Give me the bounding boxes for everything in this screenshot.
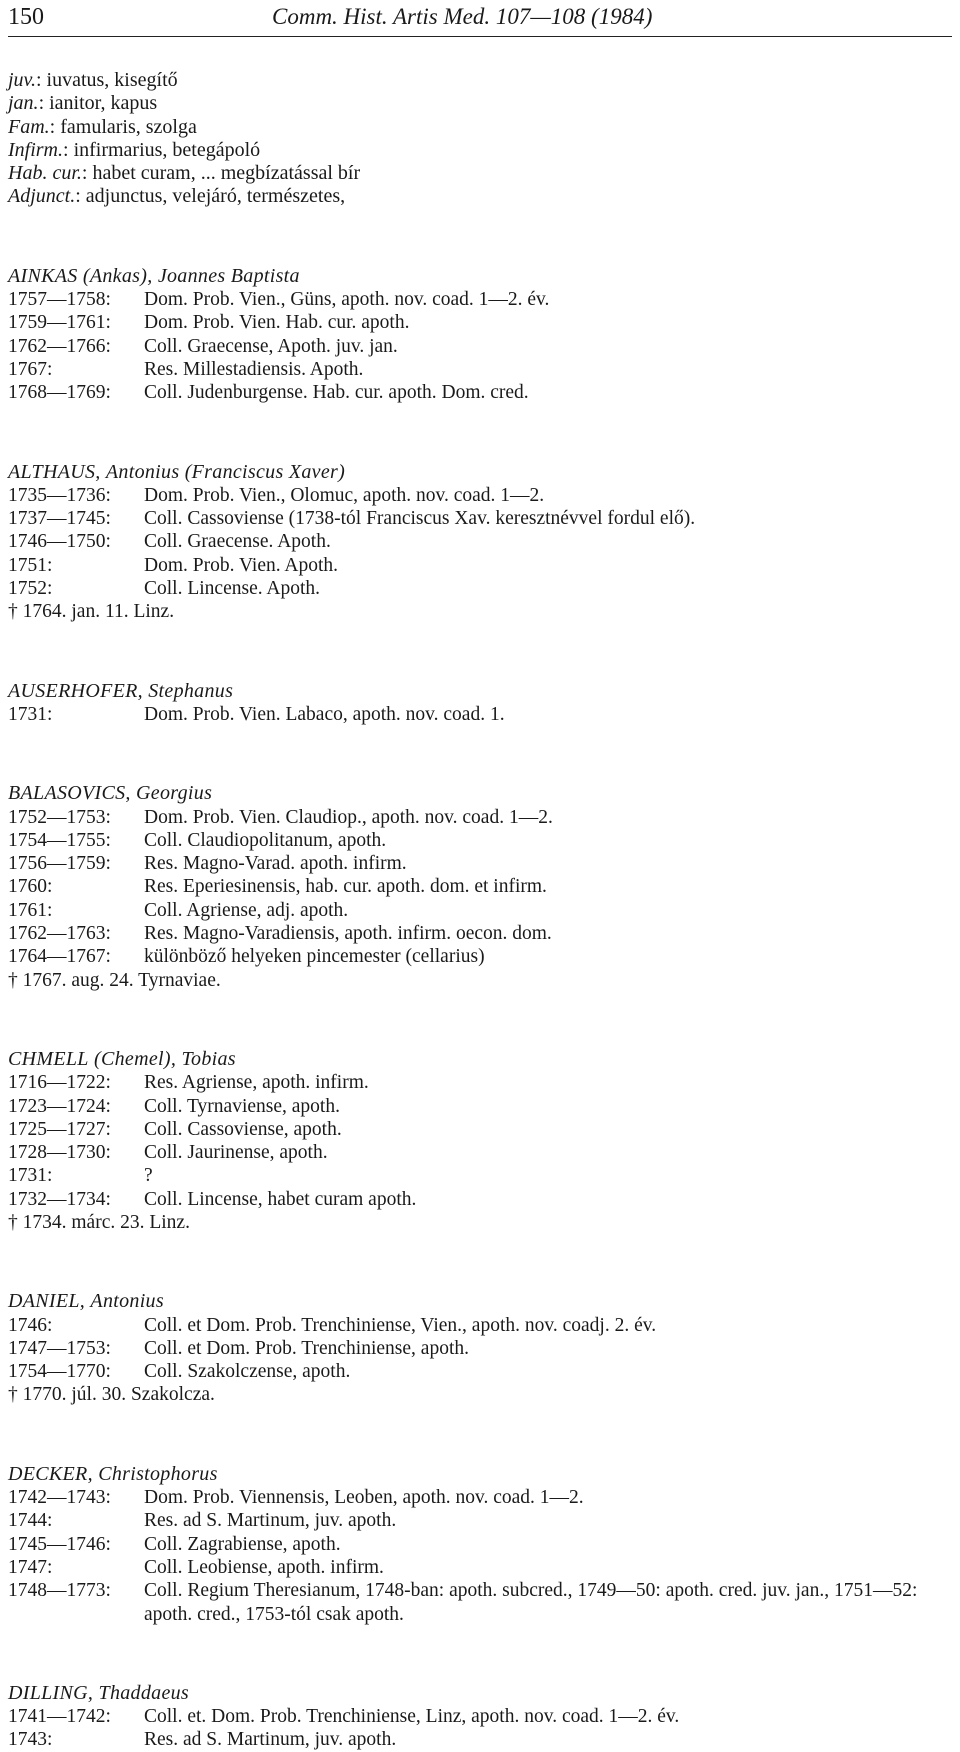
entry-date: 1742—1743: xyxy=(8,1487,111,1509)
entry-row xyxy=(8,311,952,334)
abbreviation-line xyxy=(8,92,952,115)
entry-row xyxy=(8,1164,952,1187)
abbreviation-separator: : xyxy=(81,162,93,185)
entry-text: Coll. et. Dom. Prob. Trenchiniense, Linz, apoth. nov. coad. 1—2. év. xyxy=(144,1706,680,1728)
entry-date: 1751: xyxy=(8,554,53,576)
abbreviation-separator: : xyxy=(35,69,47,91)
entry-row xyxy=(8,1509,952,1532)
entry-date: 1760: xyxy=(8,876,53,898)
entry-row xyxy=(8,1188,952,1211)
abbreviation-separator: : xyxy=(75,185,86,208)
entry-row xyxy=(8,381,952,404)
entry-date: 1754—1770: xyxy=(8,1361,111,1383)
entry-text: Dom. Prob. Vien., Olomuc, apoth. nov. coad. 1—2. xyxy=(144,484,545,506)
entry-date: 1732—1734: xyxy=(8,1188,111,1210)
person-block xyxy=(8,1048,952,1234)
entry-date: 1741—1742: xyxy=(8,1706,111,1728)
abbreviation-term: Adjunct. xyxy=(8,185,76,208)
person-surname: AUSERHOFER, xyxy=(8,679,143,702)
abbreviation-term: juv. xyxy=(8,69,36,91)
person-surname: AINKAS xyxy=(8,264,78,287)
entry-row xyxy=(8,1071,952,1094)
entry-date: 1746—1750: xyxy=(8,531,111,553)
entry-row xyxy=(8,1314,952,1337)
entry-text: Coll. Agriense, adj. apoth. xyxy=(144,899,349,921)
abbreviation-meaning: habet curam, ... megbízatással bír xyxy=(92,162,361,185)
entry-date: 1759—1761: xyxy=(8,312,111,334)
entry-date: 1746: xyxy=(8,1314,53,1336)
entry-row xyxy=(8,829,952,852)
entry-date: 1757—1758: xyxy=(8,289,111,311)
person-given-name: Joannes Baptista xyxy=(157,264,300,287)
entry-text: Coll. Graecense. Apoth. xyxy=(144,531,331,553)
entry-date: 1743: xyxy=(8,1729,53,1751)
abbreviation-meaning: infirmarius, betegápoló xyxy=(73,138,261,161)
abbreviation-separator: : xyxy=(38,92,50,115)
entry-row xyxy=(8,554,952,577)
entry-text: Dom. Prob. Vien. Labaco, apoth. nov. coad. 1. xyxy=(144,703,505,725)
entry-row xyxy=(8,852,952,875)
entry-date: 1723—1724: xyxy=(8,1095,111,1117)
entry-text: Dom. Prob. Viennensis, Leoben, apoth. nov. coad. 1—2. xyxy=(144,1487,584,1509)
abbreviation-term: jan. xyxy=(8,92,39,115)
entry-text: Dom. Prob. Vien., Güns, apoth. nov. coad. 1—2. év. xyxy=(144,289,550,311)
entry-text: Res. Magno-Varad. apoth. infirm. xyxy=(144,853,407,875)
entry-text: Coll. Claudiopolitanum, apoth. xyxy=(144,829,387,851)
running-title: Comm. Hist. Artis Med. 107—108 (1984) xyxy=(272,4,653,29)
entry-row xyxy=(8,335,952,358)
entry-date: 1754—1755: xyxy=(8,829,111,851)
entry-text: Dom. Prob. Vien. Hab. cur. apoth. xyxy=(144,312,410,334)
person-block xyxy=(8,265,952,405)
entry-row xyxy=(8,1728,952,1751)
entry-row xyxy=(8,1360,952,1383)
entry-text: különböző helyeken pincemester (cellarius) xyxy=(144,946,485,968)
entry-row xyxy=(8,484,952,507)
entry-text: Coll. Leobiense, apoth. infirm. xyxy=(144,1556,384,1578)
entry-row xyxy=(8,899,952,922)
entry-date: 1745—1746: xyxy=(8,1533,111,1555)
person-heading xyxy=(8,1048,952,1071)
entry-row xyxy=(8,922,952,945)
person-surname: DECKER, xyxy=(8,1462,93,1485)
entry-text: Coll. Zagrabiense, apoth. xyxy=(144,1533,341,1555)
entry-row xyxy=(8,1705,952,1728)
entry-text: Dom. Prob. Vien. Apoth. xyxy=(144,554,339,576)
person-name-variant: (Ankas), xyxy=(82,264,153,287)
entry-date: 1737—1745: xyxy=(8,508,111,530)
entry-date: 1731: xyxy=(8,1165,53,1187)
person-block xyxy=(8,782,952,992)
person-given-name: Christophorus xyxy=(98,1462,218,1485)
entry-row xyxy=(8,1095,952,1118)
person-heading xyxy=(8,265,952,288)
entry-row xyxy=(8,806,952,829)
death-note: † 1770. júl. 30. Szakolcza. xyxy=(8,1384,215,1406)
person-entries xyxy=(8,265,952,1752)
entry-date: 1767: xyxy=(8,358,53,380)
person-heading xyxy=(8,782,952,805)
entry-date: 1744: xyxy=(8,1510,53,1532)
entry-text: Res. ad S. Martinum, juv. apoth. xyxy=(144,1729,397,1751)
person-surname: DILLING, xyxy=(8,1681,94,1704)
person-block xyxy=(8,1682,952,1752)
entry-text: Res. Agriense, apoth. infirm. xyxy=(144,1072,369,1094)
person-heading xyxy=(8,1290,952,1313)
person-surname: BALASOVICS, xyxy=(8,782,131,805)
abbreviation-separator: : xyxy=(63,138,74,161)
entry-row xyxy=(8,1556,952,1579)
person-heading xyxy=(8,680,952,703)
entry-date: 1762—1766: xyxy=(8,335,111,357)
entry-text: ? xyxy=(144,1165,153,1187)
entry-date: 1728—1730: xyxy=(8,1142,111,1164)
entry-text: Coll. Tyrnaviense, apoth. xyxy=(144,1095,340,1117)
person-given-name: Stephanus xyxy=(148,679,234,702)
entry-text: Res. Eperiesinensis, hab. cur. apoth. dom. et infirm. xyxy=(144,876,547,898)
death-note: † 1764. jan. 11. Linz. xyxy=(8,601,175,623)
entry-row xyxy=(8,1337,952,1360)
person-block xyxy=(8,680,952,727)
death-note: † 1734. márc. 23. Linz. xyxy=(8,1211,190,1233)
entry-date: 1747—1753: xyxy=(8,1337,111,1359)
entry-row xyxy=(8,875,952,898)
person-heading xyxy=(8,1463,952,1486)
entry-row xyxy=(8,945,952,968)
entry-row xyxy=(8,1486,952,1509)
entry-text: Res. ad S. Martinum, juv. apoth. xyxy=(144,1510,397,1532)
abbreviation-list xyxy=(8,69,952,209)
entry-date: 1768—1769: xyxy=(8,382,111,404)
abbreviation-line xyxy=(8,69,952,92)
entry-text: Coll. Szakolczense, apoth. xyxy=(144,1361,351,1383)
person-heading xyxy=(8,1682,952,1705)
entry-row xyxy=(8,1141,952,1164)
entry-date: 1735—1736: xyxy=(8,484,111,506)
entry-date: 1748—1773: xyxy=(8,1580,111,1602)
entry-text: Coll. Lincense, habet curam apoth. xyxy=(144,1188,417,1210)
entry-date: 1756—1759: xyxy=(8,853,111,875)
entry-date: 1752: xyxy=(8,578,53,600)
entry-text: Coll. Graecense, Apoth. juv. jan. xyxy=(144,335,398,357)
abbreviation-separator: : xyxy=(49,115,61,138)
entry-date: 1752—1753: xyxy=(8,806,111,828)
person-heading xyxy=(8,461,952,484)
entry-text: Res. Millestadiensis. Apoth. xyxy=(144,358,364,380)
entry-date: 1761: xyxy=(8,899,53,921)
death-note: † 1767. aug. 24. Tyrnaviae. xyxy=(8,969,221,991)
entry-text: Coll. et Dom. Prob. Trenchiniense, Vien., apoth. nov. coadj. 2. év. xyxy=(144,1314,657,1336)
entry-row xyxy=(8,703,952,726)
entry-row xyxy=(8,1533,952,1556)
abbreviation-term: Fam. xyxy=(8,115,50,138)
entry-row xyxy=(8,1118,952,1141)
person-given-name: Georgius xyxy=(136,782,213,805)
entry-date: 1725—1727: xyxy=(8,1118,111,1140)
abbreviation-term: Infirm. xyxy=(8,138,63,161)
abbreviation-term: Hab. cur. xyxy=(8,162,82,185)
entry-row xyxy=(8,530,952,553)
entry-row xyxy=(8,507,952,530)
abbreviation-meaning: iuvatus, kisegítő xyxy=(46,69,178,91)
page-header xyxy=(8,0,952,37)
document-page xyxy=(8,0,952,1752)
person-given-name: Tobias xyxy=(181,1047,236,1070)
entry-text: Dom. Prob. Vien. Claudiop., apoth. nov. coad. 1—2. xyxy=(144,806,553,828)
entry-row xyxy=(8,1579,952,1626)
person-given-name: Antonius xyxy=(90,1290,164,1313)
entry-text: Coll. Judenburgense. Hab. cur. apoth. Dom. cred. xyxy=(144,382,529,404)
entry-text: Coll. Cassoviense, apoth. xyxy=(144,1118,342,1140)
abbreviation-line xyxy=(8,162,952,185)
abbreviation-meaning: ianitor, kapus xyxy=(49,92,158,115)
entry-row xyxy=(8,288,952,311)
person-given-name: Antonius (Franciscus Xaver) xyxy=(105,460,346,483)
entry-date: 1731: xyxy=(8,703,53,725)
abbreviation-meaning: famularis, szolga xyxy=(60,115,197,138)
person-surname: DANIEL, xyxy=(8,1290,86,1313)
entry-text: Coll. Regium Theresianum, 1748-ban: apoth. subcred., 1749—50: apoth. cred. juv. jan., 1751—52: apoth. cred., 1753-tól csak apoth. xyxy=(144,1580,918,1625)
entry-row xyxy=(8,577,952,600)
person-surname: ALTHAUS, xyxy=(8,460,101,483)
person-block xyxy=(8,1290,952,1406)
entry-date: 1716—1722: xyxy=(8,1072,111,1094)
entry-text: Res. Magno-Varadiensis, apoth. infirm. oecon. dom. xyxy=(144,923,552,945)
person-block xyxy=(8,461,952,624)
entry-row xyxy=(8,358,952,381)
person-block xyxy=(8,1463,952,1626)
page-number: 150 xyxy=(8,4,44,30)
entry-date: 1762—1763: xyxy=(8,923,111,945)
entry-text: Coll. et Dom. Prob. Trenchiniense, apoth. xyxy=(144,1337,469,1359)
abbreviation-line xyxy=(8,185,952,208)
abbreviation-meaning: adjunctus, velejáró, természetes, xyxy=(85,185,346,208)
abbreviation-line xyxy=(8,139,952,162)
entry-text: Coll. Cassoviense (1738-tól Franciscus Xav. keresztnévvel fordul elő). xyxy=(144,508,696,530)
entry-date: 1764—1767: xyxy=(8,946,111,968)
entry-date: 1747: xyxy=(8,1556,53,1578)
entry-text: Coll. Jaurinense, apoth. xyxy=(144,1142,328,1164)
person-given-name: Thaddaeus xyxy=(98,1681,189,1704)
abbreviation-line xyxy=(8,116,952,139)
entry-text: Coll. Lincense. Apoth. xyxy=(144,578,321,600)
person-name-variant: (Chemel), xyxy=(94,1047,177,1070)
person-surname: CHMELL xyxy=(8,1047,89,1070)
